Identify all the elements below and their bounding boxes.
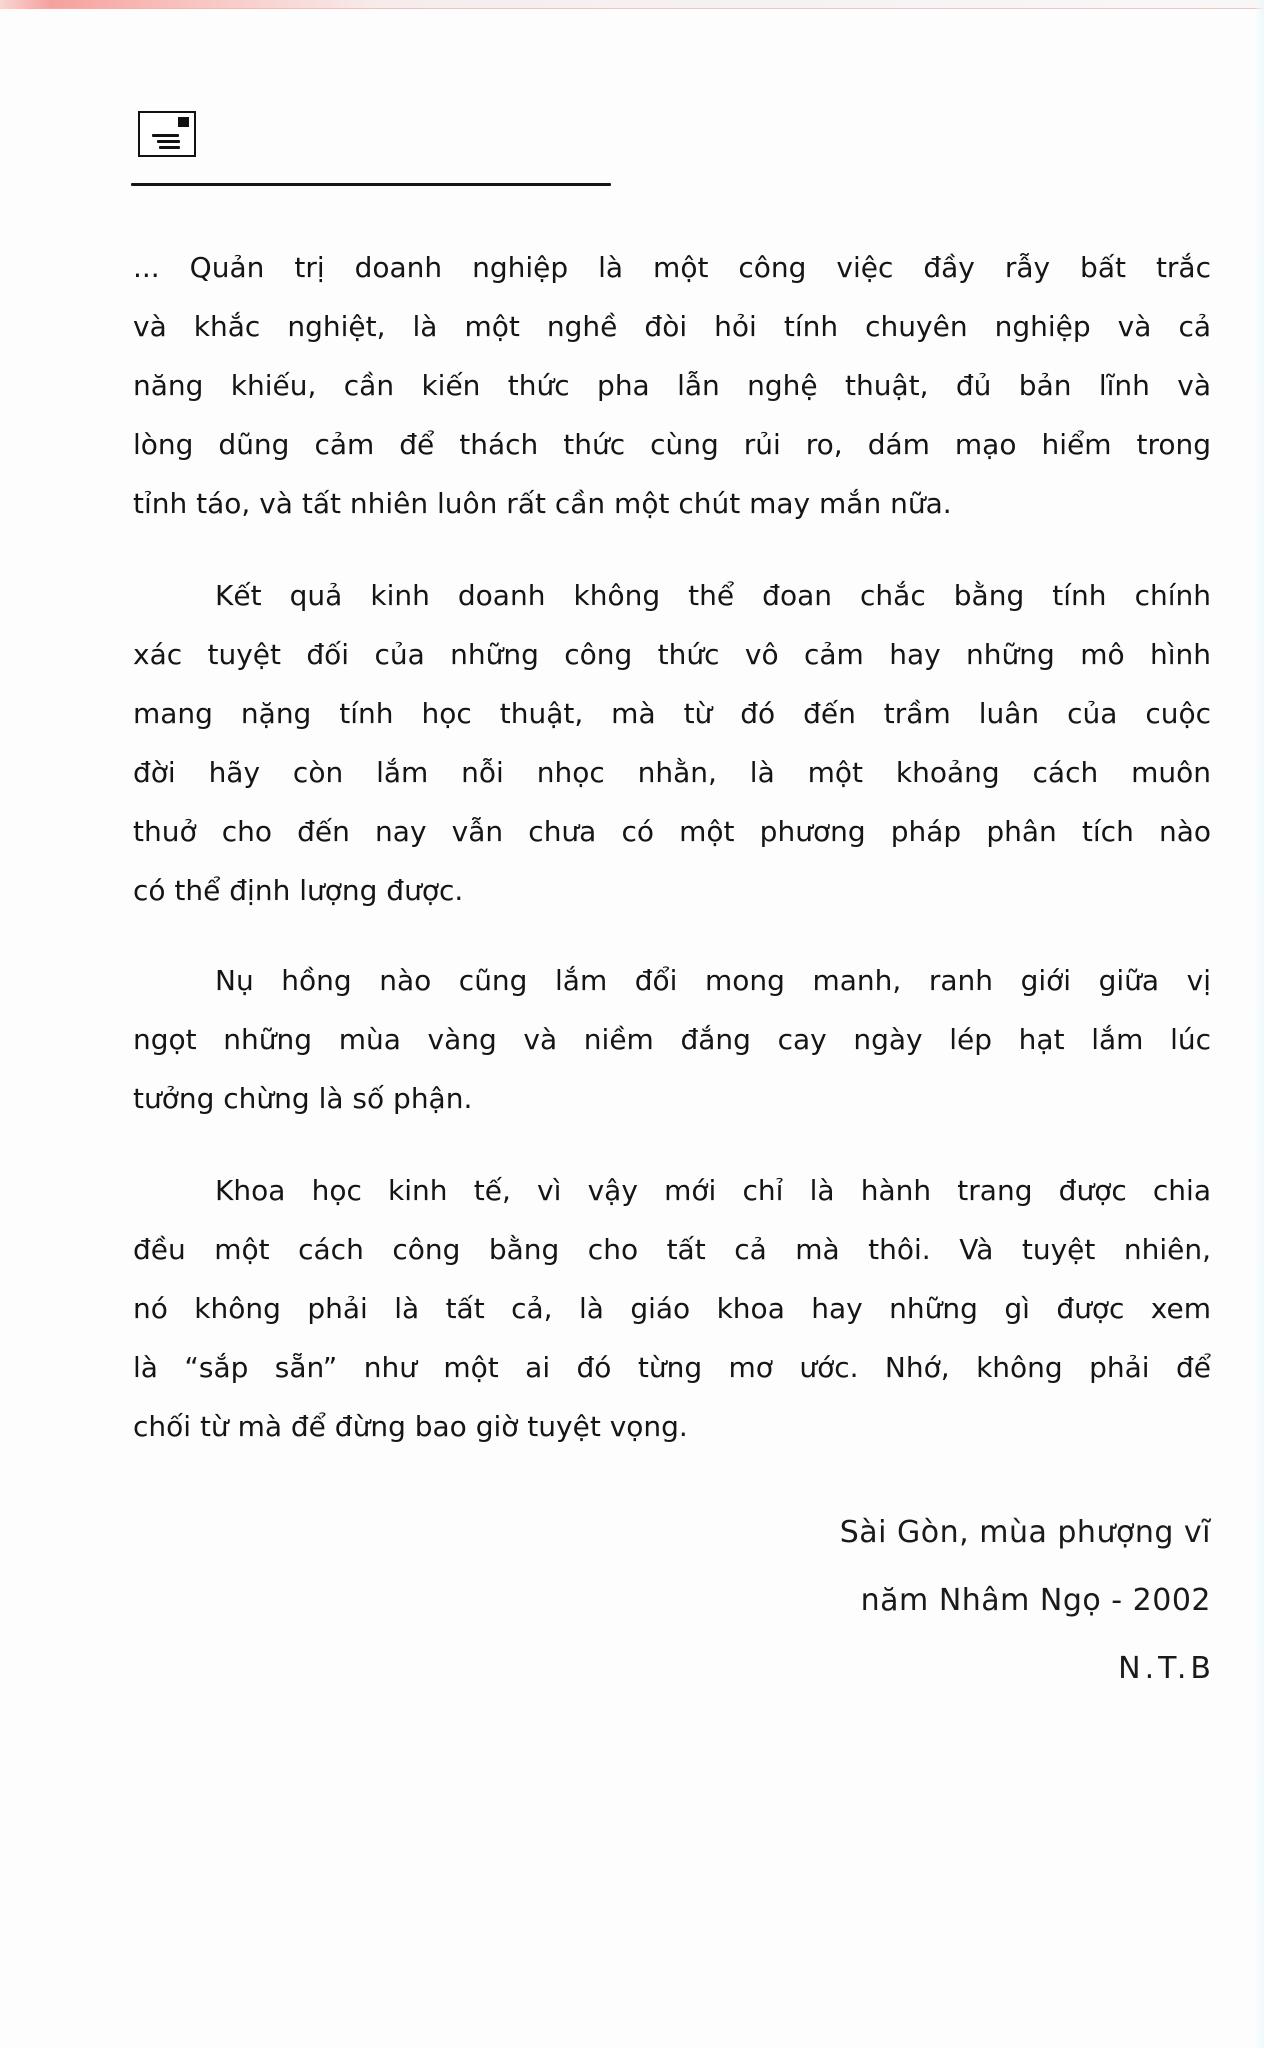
stamp-mark: [178, 117, 189, 127]
text-line-mark: [152, 134, 179, 137]
text-line: lòng dũng cảm để thách thức cùng rủi ro, dám mạo hiểm trong: [133, 428, 1211, 461]
text-line: Kết quả kinh doanh không thể đoan chắc bằng tính chính: [215, 579, 1211, 612]
text-line: chối từ mà để đừng bao giờ tuyệt vọng.: [133, 1410, 688, 1443]
text-line-mark: [159, 146, 180, 149]
letter-envelope-icon: [138, 111, 196, 157]
paragraph-1: [133, 238, 1211, 533]
text-line: và khắc nghiệt, là một nghề đòi hỏi tính chuyên nghiệp và cả: [133, 310, 1211, 343]
signature-block: [700, 1499, 1215, 1703]
text-line-mark: [157, 140, 180, 143]
paragraph-2: [133, 566, 1211, 920]
signature-place: Sài Gòn, mùa phượng vĩ: [839, 1515, 1211, 1550]
text-line: xác tuyệt đối của những công thức vô cảm hay những mô hình: [133, 638, 1211, 671]
text-line: ... Quản trị doanh nghiệp là một công việc đầy rẫy bất trắc: [133, 251, 1211, 284]
text-line: ngọt những mùa vàng và niềm đắng cay ngày lép hạt lắm lúc: [133, 1023, 1211, 1056]
scan-edge-right: [1254, 0, 1264, 2048]
text-line: nó không phải là tất cả, là giáo khoa hay những gì được xem: [133, 1292, 1211, 1325]
text-line: năng khiếu, cần kiến thức pha lẫn nghệ thuật, đủ bản lĩnh và: [133, 369, 1211, 402]
text-line: thuở cho đến nay vẫn chưa có một phương pháp phân tích nào: [133, 815, 1211, 848]
header-divider: [131, 183, 611, 186]
text-line: là “sắp sẵn” như một ai đó từng mơ ước. Nhớ, không phải để: [133, 1351, 1211, 1384]
text-line: đều một cách công bằng cho tất cả mà thôi. Và tuyệt nhiên,: [133, 1233, 1211, 1266]
text-line: đời hãy còn lắm nỗi nhọc nhằn, là một khoảng cách muôn: [133, 756, 1211, 789]
text-line: tưởng chừng là số phận.: [133, 1082, 473, 1115]
paragraph-3: [133, 951, 1211, 1128]
paragraph-4: [133, 1161, 1211, 1456]
text-line: Khoa học kinh tế, vì vậy mới chỉ là hành trang được chia: [215, 1174, 1211, 1207]
text-line: tỉnh táo, và tất nhiên luôn rất cần một chút may mắn nữa.: [133, 487, 952, 520]
text-line: có thể định lượng được.: [133, 874, 464, 907]
text-line: mang nặng tính học thuật, mà từ đó đến trầm luân của cuộc: [133, 697, 1211, 730]
text-line: Nụ hồng nào cũng lắm đổi mong manh, ranh giới giữa vị: [215, 964, 1211, 997]
scan-edge-line: [30, 8, 1264, 9]
signature-initials: N.T.B: [1118, 1651, 1215, 1686]
signature-date: năm Nhâm Ngọ - 2002: [860, 1583, 1211, 1618]
